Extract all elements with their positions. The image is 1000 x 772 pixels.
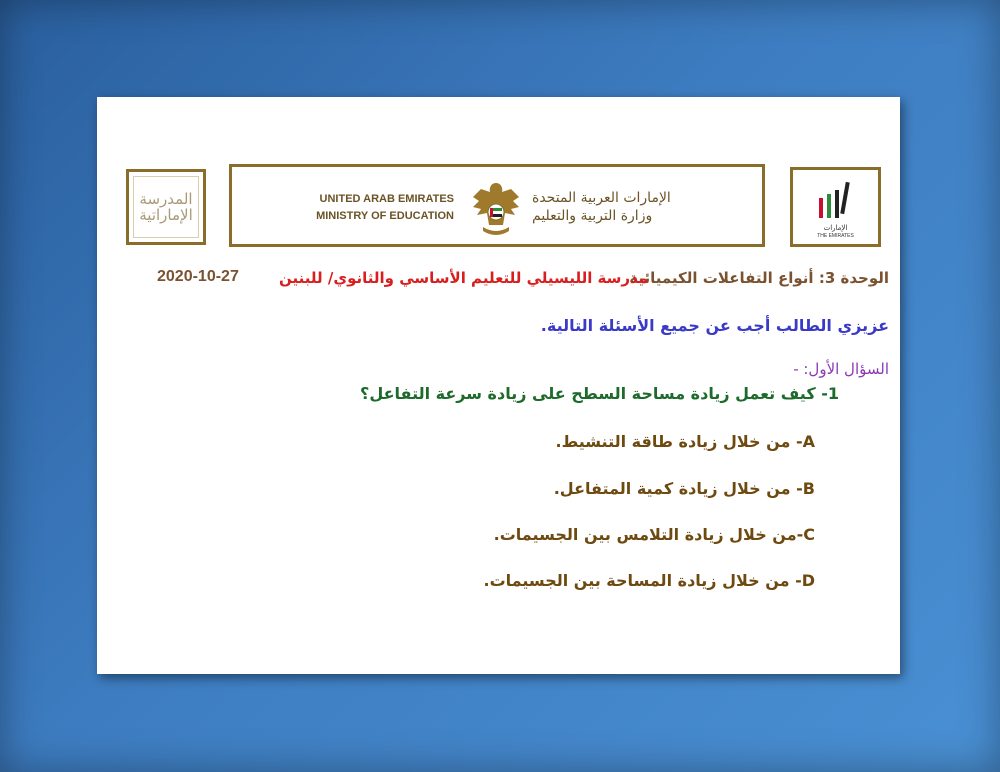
- choice-c[interactable]: C-من خلال زيادة التلامس بين الجسيمات.: [493, 525, 815, 544]
- choice-a[interactable]: A- من خلال زيادة طاقة التنشيط.: [555, 432, 815, 451]
- the-emirates-caption-en: THE EMIRATES: [817, 233, 854, 239]
- logo-line-2: الإماراتية: [139, 206, 193, 224]
- school-name: مدرسة الليسيلي للتعليم الأساسي والثانوي/ للبنين: [279, 269, 648, 287]
- unit-number: 3:: [818, 269, 836, 287]
- student-instruction: عزيزي الطالب أجب عن جميع الأسئلة التالية.: [540, 316, 889, 335]
- unit-name: أنواع التفاعلات الكيميائية: [629, 269, 814, 287]
- unit-title: [629, 269, 889, 287]
- logo-line-1: المدرسة: [139, 190, 193, 208]
- uae-eagle-emblem-icon: [469, 179, 523, 239]
- unit-label: الوحدة: [840, 269, 889, 287]
- ministry-header: [229, 164, 765, 247]
- ministry-name-english: [294, 191, 454, 225]
- the-emirates-caption-ar: الإمارات: [823, 224, 848, 232]
- ministry-en-line-1: UNITED ARAB EMIRATES: [319, 193, 454, 205]
- question-heading: السؤال الأول: -: [793, 360, 889, 378]
- the-emirates-flag-stripes-icon: [815, 178, 855, 222]
- worksheet-date: 2020-10-27: [157, 268, 239, 285]
- ministry-ar-line-1: الإمارات العربية المتحدة: [532, 190, 671, 206]
- ministry-ar-line-2: وزارة التربية والتعليم: [532, 208, 653, 224]
- choice-d[interactable]: D- من خلال زيادة المساحة بين الجسيمات.: [483, 571, 815, 590]
- emirati-school-logo-text: [133, 176, 199, 238]
- emirati-school-logo-icon: [126, 169, 206, 245]
- the-emirates-logo: [790, 167, 881, 247]
- choice-b[interactable]: B- من خلال زيادة كمية المتفاعل.: [553, 479, 815, 498]
- worksheet-slide: [97, 97, 900, 674]
- question-text: 1- كيف تعمل زيادة مساحة السطح على زيادة سرعة التفاعل؟: [360, 384, 839, 403]
- ministry-en-line-2: MINISTRY OF EDUCATION: [316, 210, 454, 222]
- ministry-name-arabic: [532, 189, 702, 225]
